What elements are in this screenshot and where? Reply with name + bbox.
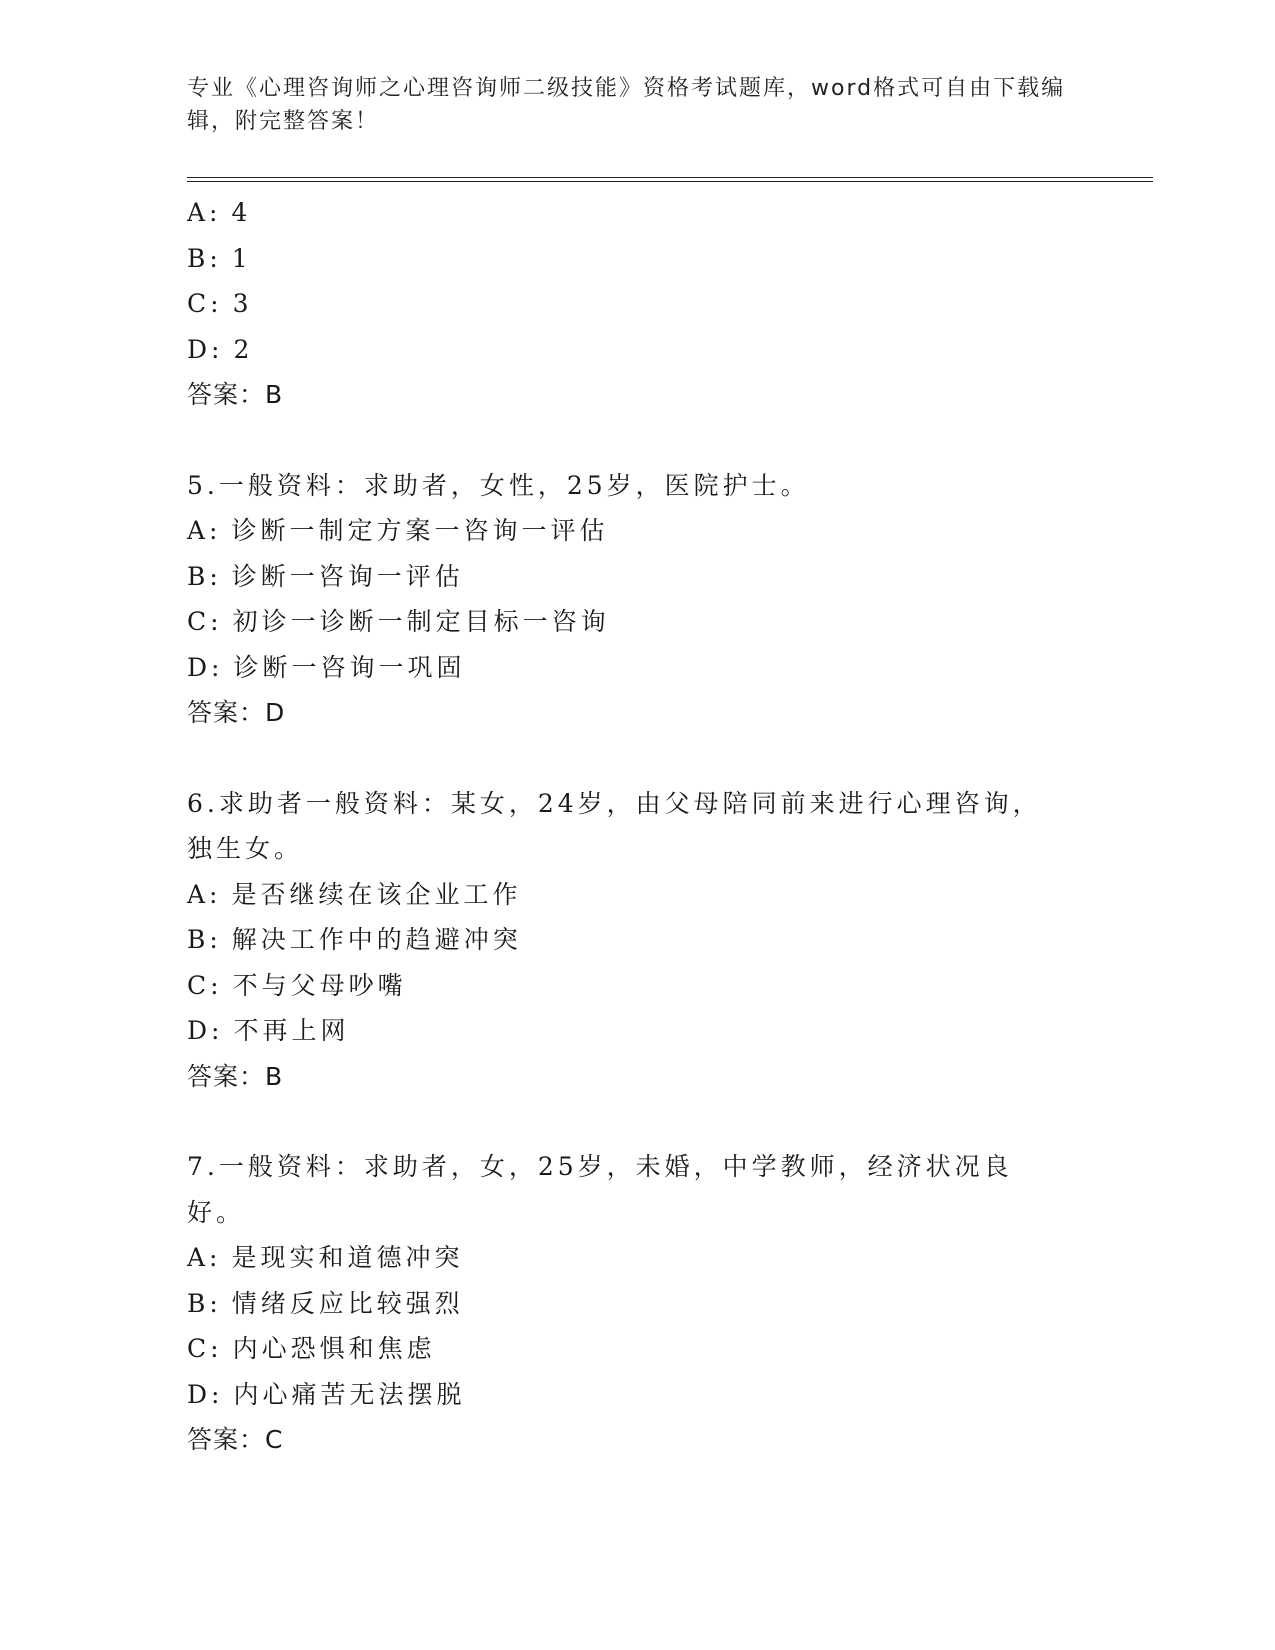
question-stem: 7.一般资料：求助者，女，25岁，未婚，中学教师，经济状况良好。 [187, 1152, 1013, 1227]
question-list [187, 190, 1087, 1463]
answer-line: 答案：B [187, 380, 284, 409]
option-c: C: 不与父母吵嘴 [187, 970, 407, 1000]
option-c: C: 内心恐惧和焦虑 [187, 1334, 436, 1363]
answer-line: 答案：D [187, 698, 286, 727]
question-stem: 5.一般资料：求助者，女性，25岁，医院护士。 [187, 470, 810, 500]
option-b: B: 解决工作中的趋避冲突 [187, 925, 522, 954]
option-d: D: 不再上网 [187, 1016, 350, 1045]
answer-line: 答案：C [187, 1425, 284, 1454]
option-c: C: 3 [187, 289, 253, 318]
question-stem: 6.求助者一般资料：某女，24岁，由父母陪同前来进行心理咨询，独生女。 [187, 788, 1042, 863]
option-a: A: 4 [187, 198, 252, 227]
option-a: A: 是否继续在该企业工作 [187, 879, 522, 909]
option-d: D: 诊断一咨询一巩固 [187, 652, 466, 682]
answer-line: 答案：B [187, 1061, 284, 1091]
document-header: 专业《心理咨询师之心理咨询师二级技能》资格考试题库，word格式可自由下载编辑，附完整答案！ [187, 76, 1066, 134]
option-a: A: 诊断一制定方案一咨询一评估 [187, 516, 609, 545]
option-d: D: 2 [187, 334, 254, 364]
option-d: D: 内心痛苦无法摆脱 [187, 1379, 466, 1409]
option-b: B: 情绪反应比较强烈 [187, 1288, 464, 1318]
header-rule-bottom [187, 181, 1153, 182]
option-b: B: 诊断一咨询一评估 [187, 561, 464, 591]
header-rule-top [187, 177, 1153, 178]
option-b: B: 1 [187, 243, 252, 273]
option-a: A: 是现实和道德冲突 [187, 1243, 464, 1272]
option-c: C: 初诊一诊断一制定目标一咨询 [187, 607, 610, 636]
